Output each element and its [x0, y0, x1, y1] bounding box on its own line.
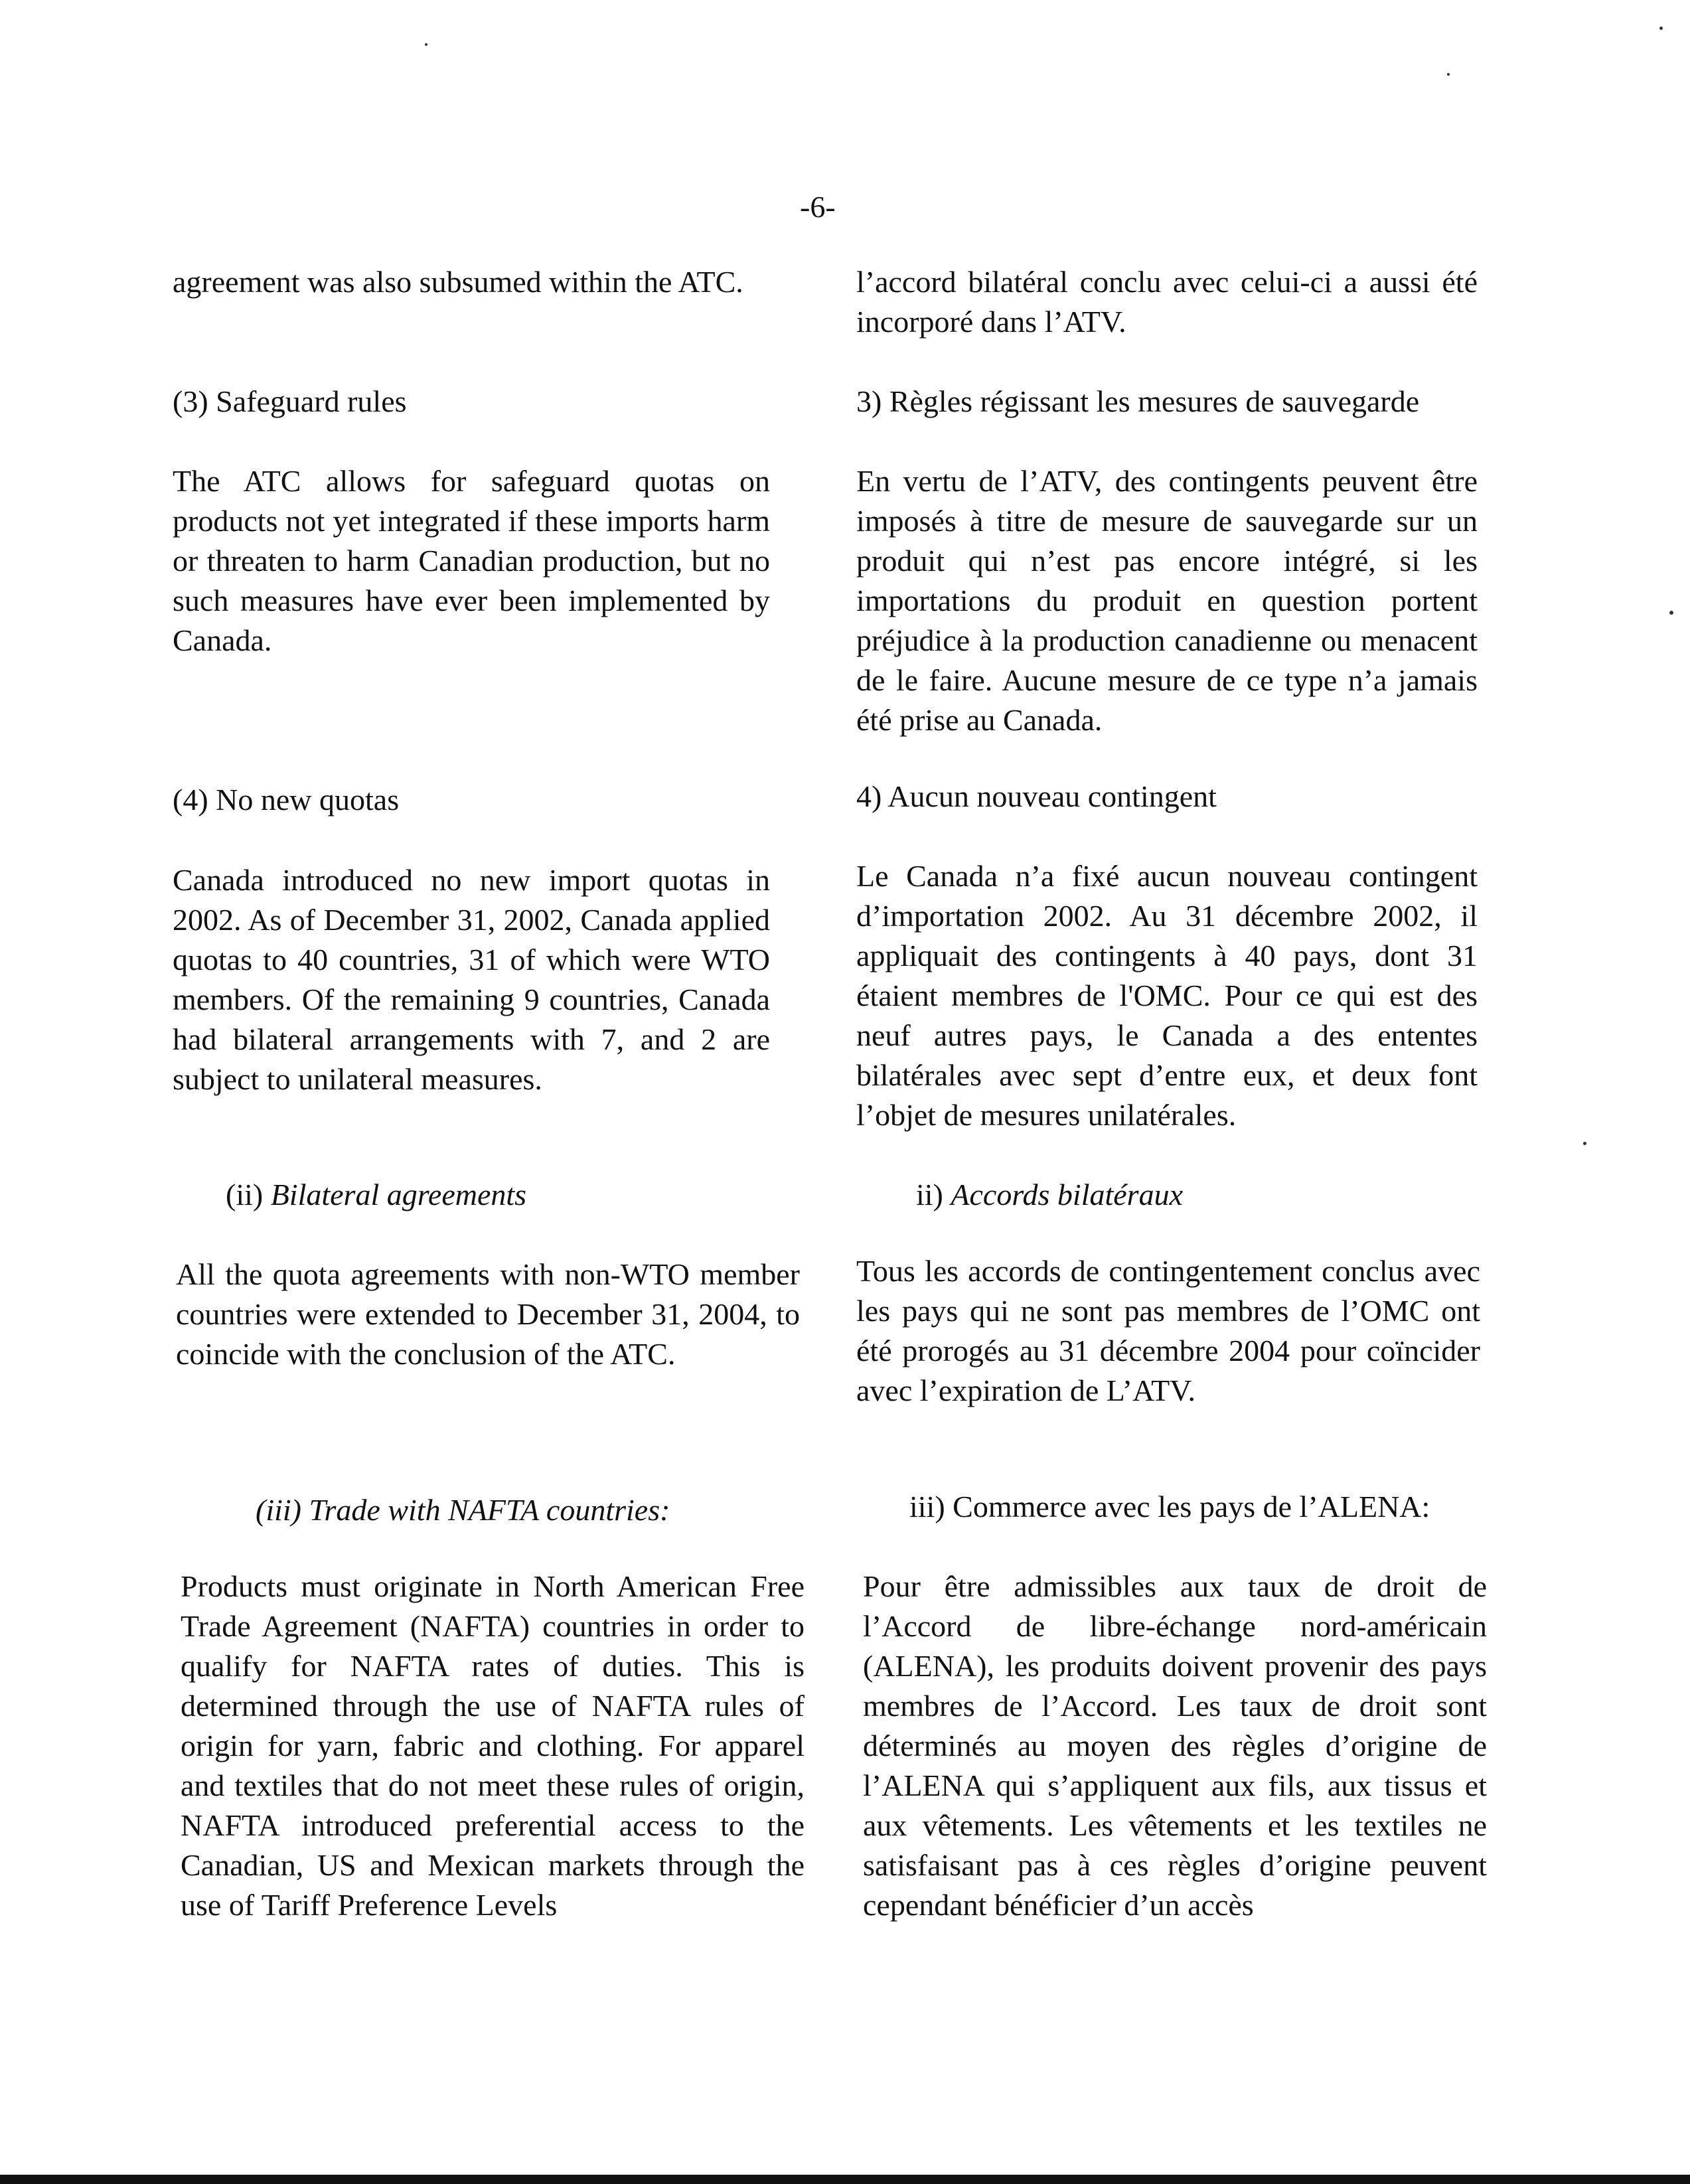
english-intro-paragraph: agreement was also subsumed within the ATC. [173, 265, 743, 299]
french-intro-paragraph: l’accord bilatéral conclu avec celui-ci a aussi été incorporé dans l’ATV. [856, 265, 1478, 339]
english-bilateral-title: Bilateral agreements [270, 1178, 527, 1211]
scan-speck [1669, 611, 1673, 615]
english-bilateral-number: (ii) [226, 1178, 271, 1211]
french-safeguard-heading: 3) Règles régissant les mesures de sauvegarde [856, 384, 1420, 418]
english-nafta-heading: (iii) Trade with NAFTA countries: [256, 1493, 670, 1527]
scan-speck [1583, 1142, 1586, 1145]
french-bilateral-heading [916, 1175, 1183, 1215]
scan-speck [1659, 27, 1663, 30]
french-quotas-heading: 4) Aucun nouveau contingent [856, 779, 1217, 813]
english-safeguard-paragraph: The ATC allows for safeguard quotas on products not yet integrated if these imports harm or threaten to harm Canadian production, but no such measures have ever been implemented by Canada. [173, 464, 770, 657]
french-bilateral-number: ii) [916, 1178, 951, 1211]
french-nafta-heading: iii) Commerce avec les pays de l’ALENA: [909, 1490, 1430, 1523]
bottom-scan-border [0, 2175, 1690, 2184]
french-safeguard-paragraph: En vertu de l’ATV, des contingents peuvent être imposés à titre de mesure de sauvegarde sur un produit qui n’est pas encore intégré, si les importations du produit en question portent préjudice à la production canadienne ou menacent de le faire. Aucune mesure de ce type n’a jamais été prise au Canada. [856, 464, 1478, 737]
english-nafta-paragraph: Products must originate in North American Free Trade Agreement (NAFTA) countries in order to qualify for NAFTA rates of duties. This is determined through the use of NAFTA rules of origin for yarn, fabric and clothing. For apparel and textiles that do not meet these rules of origin, NAFTA introduced preferential access to the Canadian, US and Mexican markets through the use of Tariff Preference Levels [181, 1569, 805, 1922]
page-number: -6- [800, 190, 836, 224]
english-quotas-heading: (4) No new quotas [173, 783, 400, 817]
english-safeguard-heading: (3) Safeguard rules [173, 384, 407, 418]
french-bilateral-paragraph: Tous les accords de contingentement conclus avec les pays qui ne sont pas membres de l’OMC ont été prorogés au 31 décembre 2004 pour coïncider avec l’expiration de L’ATV. [856, 1254, 1480, 1407]
french-nafta-paragraph: Pour être admissibles aux taux de droit de l’Accord de libre-échange nord-américain (ALENA), les produits doivent provenir des pays membres de l’Accord. Les taux de droit sont déterminés au moyen des règles d’origine de l’ALENA qui s’appliquent aux fils, aux tissus et aux vêtements. Les vêtements et les textiles ne satisfaisant pas à ces règles d’origine peuvent cependant bénéficier d’un accès [863, 1569, 1487, 1922]
scan-speck [425, 43, 427, 46]
french-bilateral-title: Accords bilatéraux [951, 1178, 1183, 1211]
english-bilateral-paragraph: All the quota agreements with non-WTO member countries were extended to December 31, 2004, to coincide with the conclusion of the ATC. [176, 1257, 800, 1371]
english-quotas-paragraph: Canada introduced no new import quotas in 2002. As of December 31, 2002, Canada applied quotas to 40 countries, 31 of which were WTO members. Of the remaining 9 countries, Canada had bilateral arrangements with 7, and 2 are subject to unilateral measures. [173, 863, 770, 1096]
french-quotas-paragraph: Le Canada n’a fixé aucun nouveau contingent d’importation 2002. Au 31 décembre 2002, il appliquait des contingents à 40 pays, dont 31 étaient membres de l'OMC. Pour ce qui est des neuf autres pays, le Canada a des ententes bilatérales avec sept d’entre eux, et deux font l’objet de mesures unilatérales. [856, 859, 1478, 1132]
english-bilateral-heading [226, 1175, 526, 1215]
scan-speck [1447, 73, 1450, 76]
